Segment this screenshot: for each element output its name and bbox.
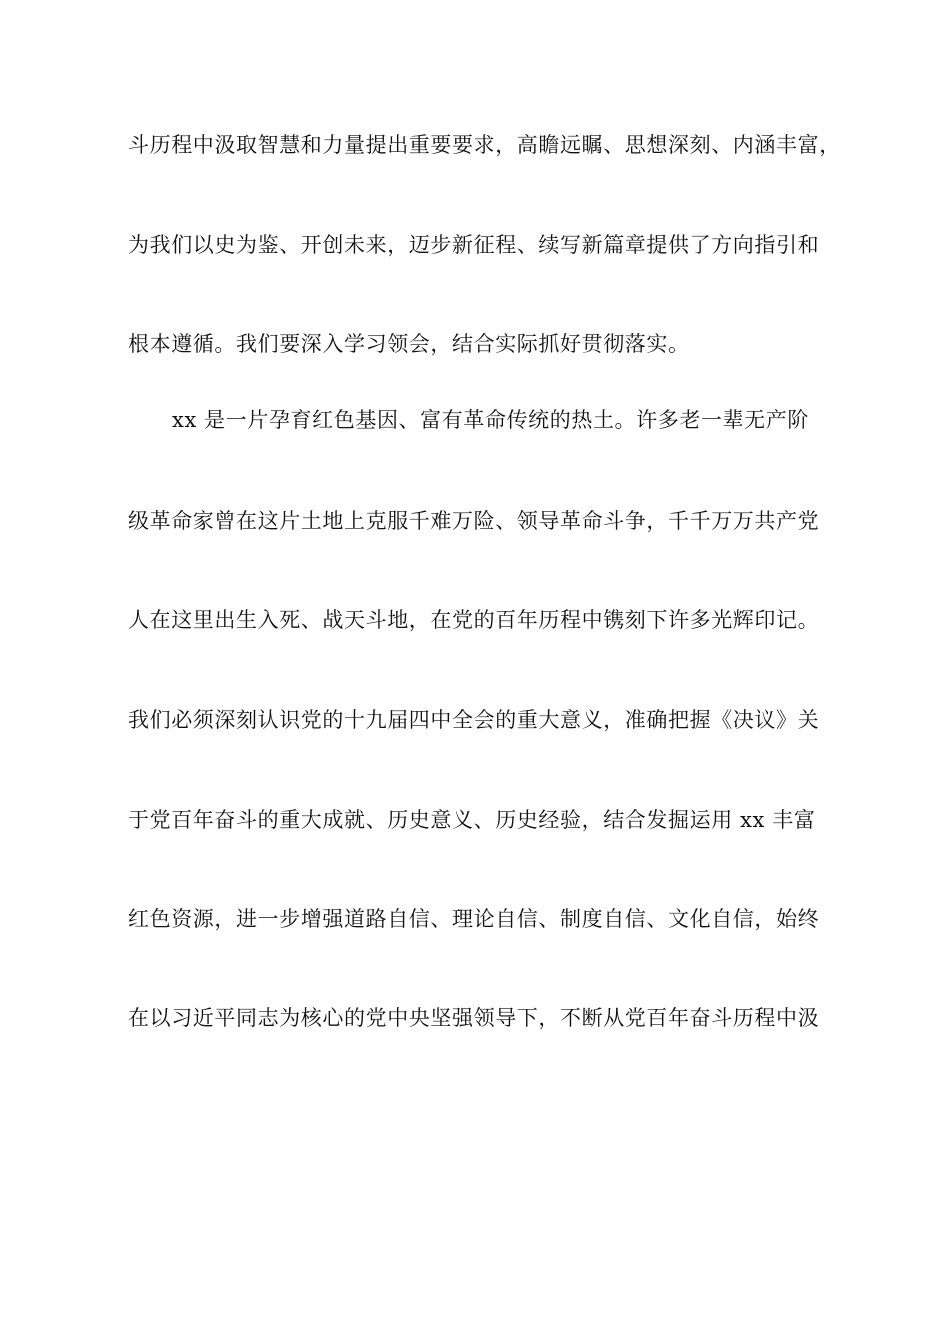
text-line-8: 于党百年奋斗的重大成就、历史意义、历史经验，结合发掘运用 xx 丰富	[128, 808, 816, 832]
text-line-9: 红色资源，进一步增强道路自信、理论自信、制度自信、文化自信，始终	[128, 907, 820, 931]
text-line-5: 级革命家曾在这片土地上克服千难万险、领导革命斗争，千千万万共产党	[128, 509, 820, 533]
text-line-10: 在以习近平同志为核心的党中央坚强领导下，不断从党百年奋斗历程中汲	[128, 1006, 820, 1030]
text-line-7: 我们必须深刻认识党的十九届四中全会的重大意义，准确把握《决议》关	[128, 708, 820, 732]
text-line-2: 为我们以史为鉴、开创未来，迈步新征程、续写新篇章提供了方向指引和	[128, 233, 820, 257]
paragraph-start-line: xx 是一片孕育红色基因、富有革命传统的热土。许多老一辈无产阶	[172, 408, 809, 432]
text-line-3: 根本遵循。我们要深入学习领会，结合实际抓好贯彻落实。	[128, 332, 690, 356]
text-line-1: 斗历程中汲取智慧和力量提出重要要求，高瞻远瞩、思想深刻、内涵丰富，	[128, 133, 841, 157]
text-line-6: 人在这里出生入死、战天斗地，在党的百年历程中镌刻下许多光辉印记。	[128, 608, 820, 632]
